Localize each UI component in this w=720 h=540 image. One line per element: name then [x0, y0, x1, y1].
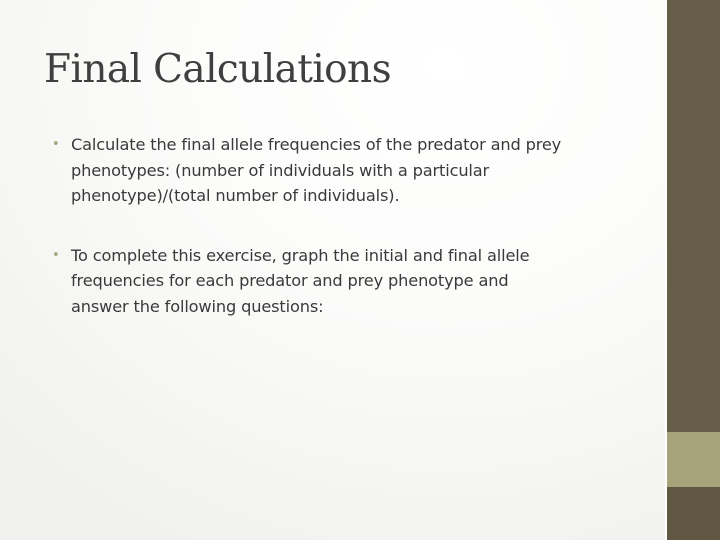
bullet-icon: •: [52, 247, 60, 263]
bullet-text-line: answer the following questions:: [71, 296, 324, 316]
bullet-list: [52, 132, 652, 319]
bullet-text-line: phenotypes: (number of individuals with a particular: [71, 160, 490, 180]
bullet-text-line: To complete this exercise, graph the initial and final allele: [71, 245, 530, 265]
sidebar-bottom-block: [667, 487, 720, 540]
bullet-item: [52, 132, 652, 209]
sidebar-accent-block: [667, 432, 720, 487]
bullet-icon: •: [52, 137, 60, 152]
bullet-text-line: frequencies for each predator and prey phenotype and: [71, 271, 509, 290]
slide-title: Final Calculations: [44, 47, 391, 92]
bullet-item: [52, 243, 652, 320]
bullet-text-line: phenotype)/(total number of individuals).: [71, 186, 400, 205]
sidebar-panel: [667, 0, 720, 432]
bullet-text-line: Calculate the final allele frequencies of the predator and prey: [71, 135, 562, 154]
